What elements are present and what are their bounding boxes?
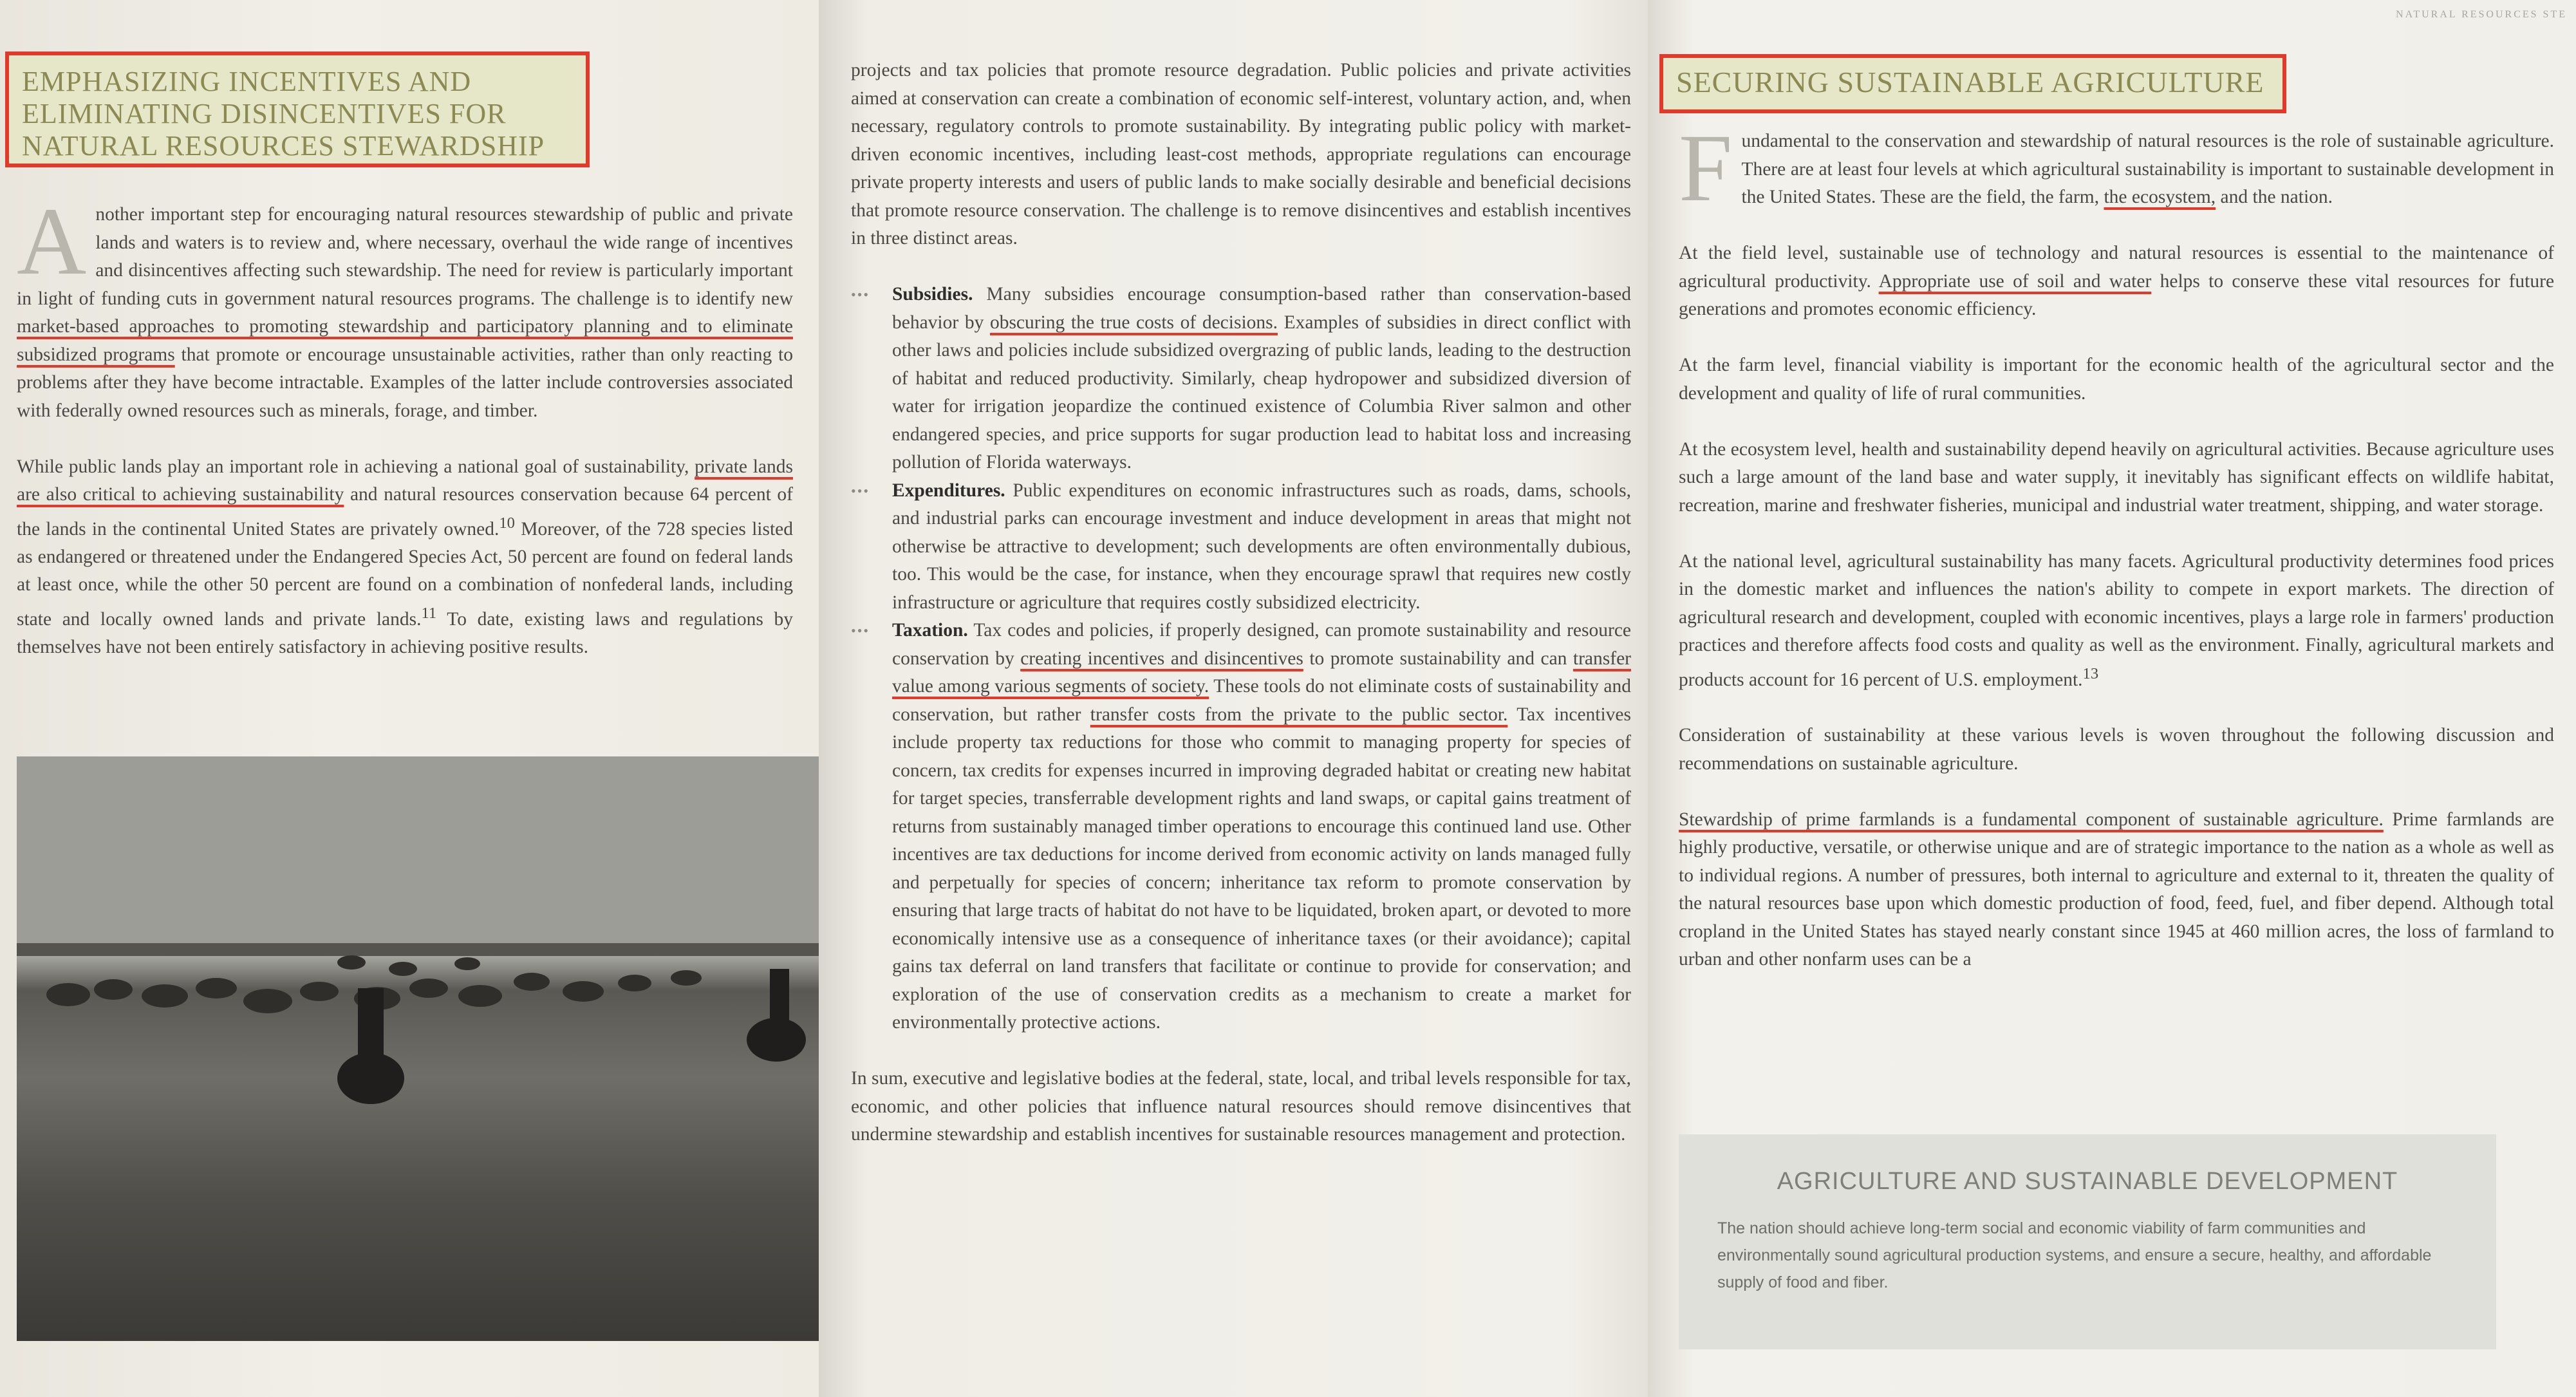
- underlined-phrase: transfer value among various segments of society.: [892, 648, 1631, 697]
- text-run: At the national level, agricultural sustainability has many facets. Agricultural productivity determines food prices in the domestic market and influences the nation's ability to compete in export markets. The direction of agricultural research and development, coupled with economic incentives, plays a large role in farmers' production practices and therefore affects food costs and quality as well as the environment. Finally, agricultural markets and products account for 16 percent of U.S. employment.: [1679, 550, 2554, 690]
- running-head: NATURAL RESOURCES STE: [2396, 9, 2567, 20]
- list-item-subsidies: [851, 281, 1631, 477]
- text-run: While public lands play an important role in achieving a national goal of sustainability,: [17, 456, 689, 477]
- text-run: Prime farmlands are highly productive, versatile, or otherwise unique and are of strategic importance to the nation as a whole as well as to individual regions. A number of pressures, both internal to agriculture and external to it, threaten the quality of the natural resources base upon which domestic production of food, feed, fuel, and fiber depend. Although total cropland in the United States has stayed nearly constant since 1945 at 460 million acres, the loss of farmland to urban and other nonfarm uses can be a: [1679, 809, 2554, 970]
- section-heading-incentives: [5, 52, 590, 167]
- right-page: [1648, 0, 2576, 1397]
- text-run: Tax incentives include property tax reductions for those who commit to managing property for species of concern, tax credits for expenses incurred in improving degraded habitat or creating new habitat for target species, transferrable development rights and land swaps, or capital gains treatment of returns from sustainably managed timber operations to encourage this continued land use. Other incentives are tax deductions for income derived from economic activity on lands managed fully and perpetually for species of concern; inheritance tax reform to promote conservation by ensuring that large tracts of habitat do not have to be liquidated, broken apart, or devoted to more economically intensive use as a consequence of inheritance taxes (or their avoidance); capital gains tax deferral on land transfers that facilitate or continue to provide for conservation; and exploration of the use of conservation credits as a mechanism to create a market for environmentally protective actions.: [892, 704, 1632, 1033]
- underlined-phrase: private lands are also critical to achieving sustainability: [17, 456, 793, 505]
- photo-sky: [17, 756, 819, 950]
- paragraph: projects and tax policies that promote resource degradation. Public policies and private activities aimed at conservation can create a combination of economic self-interest, voluntary action, and, when necessary, regulatory controls to promote sustainability. By integrating public policy with market-driven economic incentives, including least-cost methods, appropriate regulations can encourage private property interests and users of public lands to make socially desirable and beneficial decisions that promote resource conservation. The challenge is to remove disincentives and establish incentives in three distinct areas.: [851, 60, 1631, 248]
- list-item-taxation: [851, 617, 1631, 1037]
- drop-cap: F: [1679, 115, 1733, 221]
- list-item-label: Expenditures.: [892, 480, 1005, 501]
- text-run: Public expenditures on economic infrastructures such as roads, dams, schools, and industrial parks can encourage investment and induce development in areas that might not otherwise be attractive to development; such developments are often environmentally dubious, too. This would be the case, for instance, when they encourage sprawl that requires new costly infrastructure or agriculture that requires costly subsidized electricity.: [892, 480, 1632, 613]
- right-body-text: [1679, 115, 2555, 1002]
- text-run: and natural resources conservation because 64 percent of the lands in the continental United States are privately owned.: [17, 484, 793, 539]
- middle-page: [819, 0, 1648, 1397]
- text-run: These tools do not eliminate costs of sustainability and conservation, but rather: [892, 676, 1631, 725]
- left-body-text: [17, 188, 794, 689]
- underlined-phrase: market-based approaches to promoting stewardship and participatory planning and to eliminate subsidized programs: [17, 316, 793, 365]
- text-run: Many subsidies encourage consumption-based rather than conservation-based behavior by: [892, 284, 1631, 333]
- paragraph: Consideration of sustainability at these various levels is woven throughout the following discussion and recommendations on sustainable agriculture.: [1679, 725, 2554, 774]
- footnote-ref: 13: [2082, 664, 2099, 682]
- sidebar-box: [1679, 1134, 2496, 1349]
- text-run: undamental to the conservation and stewardship of natural resources is the role of sustainable agriculture. There are at least four levels at which agricultural sustainability is important to sustainable development in the United States. These are the field, the farm,: [1741, 131, 2554, 207]
- text-run: Moreover, of the 728 species listed as endangered or threatened under the Endangered Species Act, 50 percent are found on federal lands at least once, while the other 50 percent are found on a combination of nonfederal lands, including state and locally owned lands and private lands.: [17, 518, 794, 630]
- paragraph: [17, 453, 793, 662]
- photo-illustration: [17, 756, 819, 1341]
- text-run: nother important step for encouraging natural resources stewardship of public and private lands and waters is to review and, where necessary, overhaul the wide range of incentives and disincentives affecting such stewardship. The need for review is particularly important in light of funding cuts in government natural resources programs. The challenge is to identify new: [17, 204, 793, 309]
- photo-horizon: [17, 943, 819, 956]
- list-item-label: Taxation.: [892, 620, 968, 641]
- text-run: At the field level, sustainable use of technology and natural resources is essential to the maintenance of agricultural productivity.: [1679, 243, 2554, 292]
- heading-line: ELIMINATING DISINCENTIVES FOR: [22, 98, 507, 129]
- paragraph: At the farm level, financial viability is important for the economic health of the agricultural sector and the development and quality of life of rural communities.: [1679, 355, 2554, 404]
- drop-cap: A: [17, 188, 87, 295]
- bullet-dots: •••: [851, 286, 870, 303]
- underlined-phrase: Stewardship of prime farmlands is a fundamental component of sustainable agriculture.: [1679, 809, 2384, 830]
- bullet-dots: •••: [851, 623, 870, 639]
- incentive-areas-list: [851, 281, 1631, 1037]
- middle-body-text: [851, 57, 1631, 1177]
- underlined-phrase: the ecosystem,: [2104, 187, 2216, 207]
- section-heading-agriculture: [1659, 54, 2286, 113]
- footnote-ref: 11: [421, 604, 437, 622]
- footnote-ref: 10: [499, 514, 515, 532]
- text-run: that promote or encourage unsustainable activities, rather than only reacting to problems after they have become intractable. Examples of the latter include controversies associated with federally owned resources such as minerals, forage, and timber.: [17, 344, 793, 421]
- list-item-expenditures: [851, 477, 1631, 617]
- text-run: To date, existing laws and regulations by themselves have not been entirely satisfactory in achieving positive results.: [17, 608, 793, 658]
- underlined-phrase: creating incentives and disincentives: [1020, 648, 1303, 669]
- text-run: and the nation.: [2220, 187, 2333, 207]
- paragraph: At the ecosystem level, health and sustainability depend heavily on agricultural activities. Because agriculture uses such a large amount of the land base and water supply, it inevitably has significant effects on wildlife habitat, recreation, marine and freshwater fisheries, municipal and industrial water treatment, shipping, and water storage.: [1679, 438, 2554, 516]
- heading-line: EMPHASIZING INCENTIVES AND: [22, 66, 472, 97]
- paragraph: [17, 188, 793, 425]
- paragraph: [1679, 115, 2554, 221]
- heading-line: SECURING SUSTAINABLE AGRICULTURE: [1676, 66, 2264, 98]
- text-run: Examples of subsidies in direct conflict with other laws and policies include subsidized overgrazing of public lands, leading to the destruction of habitat and reduced productivity. Similarly, cheap hydropower and subsidized diversion of water for irrigation jeopardize the continued existence of Columbia River salmon and other endangered species, and price supports for sugar production lead to habitat loss and increasing pollution of Florida waterways.: [892, 312, 1632, 473]
- sidebar-text: The nation should achieve long-term social and economic viability of farm communities and environmentally sound agricultural production systems, and ensure a secure, healthy, and affordable supply of food and fiber.: [1717, 1219, 2432, 1291]
- paragraph: [1679, 239, 2554, 324]
- bullet-dots: •••: [851, 482, 870, 499]
- text-run: to promote sustainability and can: [1309, 648, 1567, 669]
- underlined-phrase: transfer costs from the private to the public sector.: [1090, 704, 1508, 725]
- left-page: [0, 0, 819, 1397]
- underlined-phrase: Appropriate use of soil and water: [1878, 270, 2152, 292]
- text-run: Tax codes and policies, if properly designed, can promote sustainability and resource conservation by: [892, 620, 1632, 669]
- paragraph: In sum, executive and legislative bodies at the federal, state, local, and tribal levels responsible for tax, economic, and other policies that influence natural resources should remove disincentives that undermine stewardship and establish incentives for sustainable resources management and protection.: [851, 1068, 1631, 1145]
- paragraph: [1679, 548, 2554, 694]
- text-run: helps to conserve these vital resources for future generations and promotes economic efficiency.: [1679, 270, 2555, 319]
- cattle-ranch-photo: [17, 756, 819, 1341]
- list-item-label: Subsidies.: [892, 284, 973, 305]
- paragraph: [1679, 806, 2554, 974]
- underlined-phrase: obscuring the true costs of decisions.: [989, 312, 1278, 333]
- sidebar-title: AGRICULTURE AND SUSTAINABLE DEVELOPMENT: [1777, 1168, 2398, 1195]
- heading-line: NATURAL RESOURCES STEWARDSHIP: [22, 130, 545, 162]
